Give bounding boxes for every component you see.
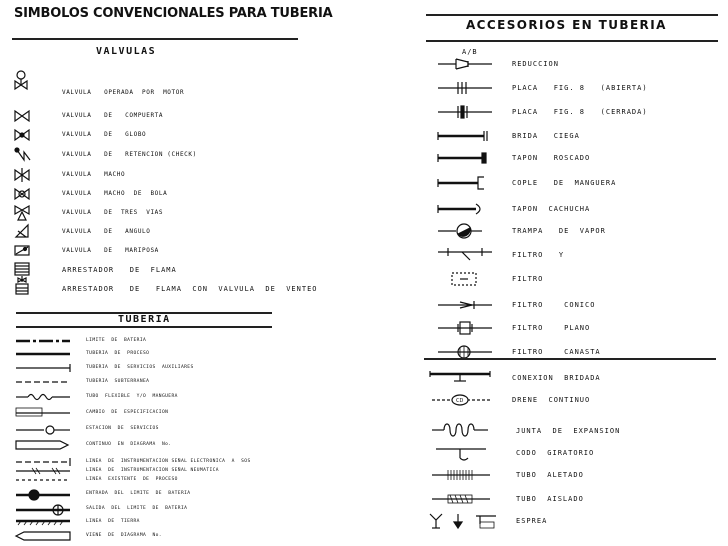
tuberia-label: TUBO FLEXIBLE Y/O MANGUERA	[86, 394, 178, 399]
list-item	[436, 151, 716, 165]
list-item	[430, 514, 716, 528]
continued-arrow-icon	[14, 440, 74, 449]
list-item	[12, 263, 302, 277]
accesorios-divider	[424, 358, 716, 360]
blind-flange-icon	[436, 129, 496, 143]
list-item	[14, 349, 274, 363]
tuberia-label: SALIDA DEL LIMITE DE BATERIA	[86, 506, 188, 511]
electronic-signal-line-icon	[14, 457, 74, 466]
spec-change-icon	[14, 408, 74, 417]
list-item	[436, 345, 716, 359]
three-way-valve-icon	[12, 206, 42, 220]
battery-limit-entry-icon	[14, 489, 74, 501]
y-strainer-icon	[436, 248, 496, 262]
comes-from-arrow-icon	[14, 531, 74, 540]
accesorio-label: CONEXION BRIDADA	[512, 374, 601, 382]
valvula-label: VALVULA DE RETENCION (CHECK)	[62, 151, 197, 158]
list-item	[430, 371, 716, 385]
list-item	[14, 440, 274, 454]
title-rule	[12, 38, 298, 40]
list-item	[12, 128, 302, 142]
list-item	[436, 105, 716, 119]
accesorio-label: FILTRO	[512, 275, 544, 283]
right-top-rule	[426, 14, 718, 16]
accesorio-label: FILTRO CONICO	[512, 301, 596, 309]
svg-text:CD: CD	[456, 398, 464, 404]
list-item	[430, 492, 716, 506]
battery-limit-line-icon	[14, 336, 74, 345]
accesorios-title: ACCESORIOS EN TUBERIA	[466, 18, 667, 32]
pneumatic-signal-line-icon	[14, 466, 74, 475]
basket-strainer-icon	[436, 345, 496, 359]
existing-process-line-icon	[14, 475, 74, 484]
accesorio-label: TUBO AISLADO	[516, 495, 584, 503]
battery-limit-exit-icon	[14, 504, 74, 516]
expansion-joint-icon	[430, 422, 494, 438]
tuberia-label: VIENE DE DIAGRAMA No.	[86, 533, 162, 538]
list-item	[430, 424, 716, 438]
list-item	[12, 206, 302, 220]
conical-strainer-icon	[436, 298, 496, 312]
flat-strainer-icon	[436, 321, 496, 335]
tuberia-label: LINEA DE TIERRA	[86, 519, 140, 524]
list-item	[12, 225, 302, 239]
ground-line-icon	[14, 517, 74, 526]
accesorio-label: TRAMPA DE VAPOR	[512, 227, 606, 235]
list-item	[12, 109, 302, 123]
globe-valve-icon	[12, 128, 42, 142]
list-item	[12, 187, 302, 201]
list-item	[14, 392, 274, 406]
valvula-label: VALVULA MACHO	[62, 171, 126, 178]
list-item	[436, 129, 716, 143]
finned-tube-icon	[430, 468, 494, 482]
accesorio-label: ESPREA	[516, 517, 548, 525]
tuberia-label: CAMBIO DE ESPECIFICACION	[86, 410, 169, 415]
list-item	[436, 321, 716, 335]
list-item	[14, 336, 274, 350]
flame-arrester-vent-icon	[12, 276, 42, 296]
process-pipe-line-icon	[14, 349, 74, 358]
valvula-label: VALVULA DE COMPUERTA	[62, 112, 164, 119]
list-item	[14, 408, 274, 422]
underground-pipe-line-icon	[14, 377, 74, 386]
flame-arrester-icon	[12, 263, 42, 277]
insulated-tube-icon	[430, 492, 494, 506]
steam-trap-icon	[436, 224, 496, 238]
plug-valve-icon	[12, 168, 42, 182]
accesorio-label: DRENE CONTINUO	[512, 396, 591, 404]
list-item	[12, 168, 302, 182]
tuberia-label: LINEA DE INSTRUMENTACION SEÑAL NEUMATICA	[86, 468, 219, 473]
accesorio-label: FILTRO CANASTA	[512, 348, 601, 356]
tuberia-label: ENTRADA DEL LIMITE DE BATERIA	[86, 491, 191, 496]
service-station-icon	[14, 424, 74, 436]
valvula-label: ARRESTADOR DE FLAMA CON VALVULA DE VENTEO	[62, 285, 318, 293]
cap-icon	[436, 202, 496, 216]
list-item	[14, 363, 274, 377]
tuberia-label: TUBERIA DE PROCESO	[86, 351, 150, 356]
flexible-hose-icon	[14, 392, 74, 401]
accesorio-label: PLACA FIG. 8 (CERRADA)	[512, 108, 648, 116]
list-item	[436, 176, 716, 190]
valvula-label: VALVULA DE ANGULO	[62, 228, 151, 235]
tuberia-bottom-rule	[16, 326, 272, 328]
accesorio-label: COPLE DE MANGUERA	[512, 179, 617, 187]
threaded-plug-icon	[436, 151, 496, 165]
tuberia-label: TUBERIA SUBTERRANEA	[86, 379, 150, 384]
hose-coupling-icon	[436, 176, 496, 190]
list-item	[14, 504, 274, 518]
list-item	[12, 244, 302, 258]
tuberia-label: ESTACION DE SERVICIOS	[86, 426, 159, 431]
accesorio-label: TAPON CACHUCHA	[512, 205, 591, 213]
list-item	[12, 78, 302, 96]
auxiliary-pipe-line-icon	[14, 363, 74, 372]
tuberia-title: TUBERIA	[118, 314, 171, 325]
valvulas-title: VALVULAS	[96, 46, 157, 57]
valvula-label: VALVULA OPERADA POR MOTOR	[62, 89, 185, 96]
valvula-label: VALVULA MACHO DE BOLA	[62, 190, 168, 197]
list-item	[14, 424, 274, 438]
accesorio-label: FILTRO Y	[512, 251, 565, 259]
list-item	[436, 224, 716, 238]
gate-valve-icon	[12, 109, 42, 123]
accesorio-label: BRIDA CIEGA	[512, 132, 580, 140]
list-item	[436, 298, 716, 312]
motor-valve-icon	[12, 72, 42, 94]
flanged-connection-icon	[430, 371, 494, 385]
list-item	[14, 475, 274, 489]
tuberia-label: CONTINUO EN DIAGRAMA No.	[86, 442, 172, 447]
tuberia-label: LINEA DE INSTRUMENTACION SEÑAL ELECTRONICA A SOS	[86, 459, 251, 464]
figure8-open-icon	[436, 81, 496, 95]
valvula-label: VALVULA DE TRES VIAS	[62, 209, 164, 216]
accesorio-label: FILTRO PLANO	[512, 324, 591, 332]
reducer-icon	[436, 57, 496, 71]
list-item	[14, 517, 274, 531]
strainer-icon	[436, 272, 496, 286]
accesorio-label: PLACA FIG. 8 (ABIERTA)	[512, 84, 648, 92]
list-item	[14, 489, 274, 503]
figure8-closed-icon	[436, 105, 496, 119]
list-item	[436, 248, 716, 262]
accesorio-label: JUNTA DE EXPANSION	[516, 427, 621, 435]
butterfly-valve-icon	[12, 244, 42, 258]
spray-nozzle-icon	[430, 512, 510, 532]
check-valve-icon	[12, 148, 42, 162]
accesorio-label: CODO GIRATORIO	[516, 449, 595, 457]
swivel-elbow-icon	[430, 446, 494, 462]
list-item	[14, 377, 274, 391]
list-item	[436, 81, 716, 95]
valvula-label: VALVULA DE GLOBO	[62, 131, 147, 138]
valvula-label: VALVULA DE MARIPOSA	[62, 247, 159, 254]
accesorio-label: TAPON ROSCADO	[512, 154, 591, 162]
list-item	[430, 468, 716, 482]
list-item	[436, 57, 716, 71]
angle-valve-icon	[12, 225, 42, 239]
list-item	[12, 282, 318, 296]
list-item	[430, 446, 716, 460]
continuous-drain-icon	[430, 393, 494, 407]
ball-valve-icon	[12, 187, 42, 201]
list-item	[14, 531, 274, 545]
ab-label: A/B	[462, 48, 478, 56]
list-item	[12, 148, 302, 162]
valvula-label: ARRESTADOR DE FLAMA	[62, 266, 177, 274]
right-title-rule	[426, 40, 718, 42]
accesorio-label: REDUCCION	[512, 60, 559, 68]
tuberia-label: LINEA EXISTENTE DE PROCESO	[86, 477, 178, 482]
tuberia-label: TUBERIA DE SERVICIOS AUXILIARES	[86, 365, 194, 370]
page-title: SIMBOLOS CONVENCIONALES PARA TUBERIA	[14, 6, 333, 21]
tuberia-label: LIMITE DE BATERIA	[86, 338, 147, 343]
list-item	[436, 272, 716, 286]
list-item	[430, 393, 716, 407]
accesorio-label: TUBO ALETADO	[516, 471, 584, 479]
list-item	[436, 202, 716, 216]
